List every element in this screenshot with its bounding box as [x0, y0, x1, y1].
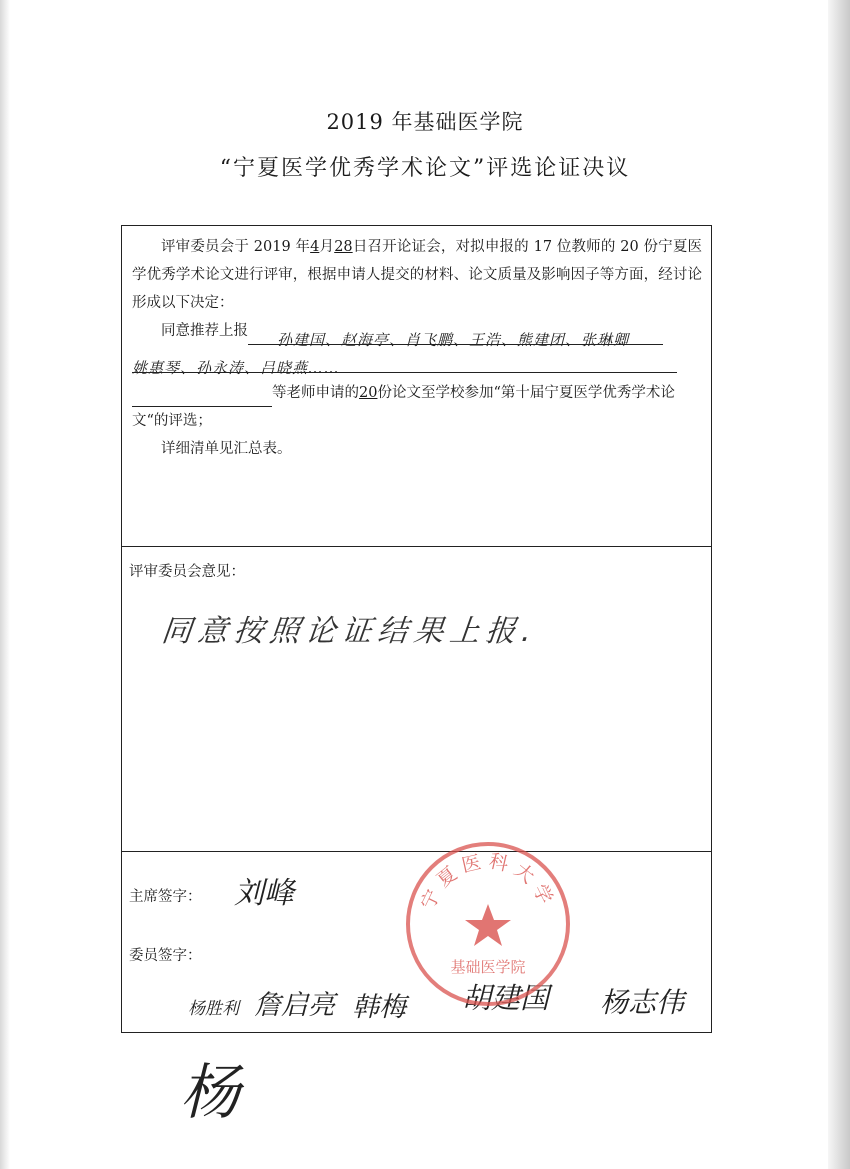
- blank-line: [132, 388, 272, 407]
- document-title-year: 2019 年基础医学院: [326, 110, 524, 134]
- member-signature-5: 杨志伟: [600, 986, 685, 1019]
- handwritten-names-line2: 姚惠琴、孙永涛、吕晓燕……: [132, 354, 677, 373]
- names-line-2: [132, 345, 702, 377]
- member-signature-label: 委员签字：: [129, 948, 202, 964]
- chair-signature-label: 主席签字：: [129, 889, 202, 905]
- handwritten-opinion: 同意按照论证结果上报.: [159, 614, 540, 649]
- agree-line: [132, 317, 702, 349]
- seal-bottom-text: 基础医学院: [450, 958, 526, 976]
- official-seal: [402, 838, 574, 1010]
- extra-signature: 杨: [180, 1058, 240, 1128]
- agree-label: 同意推荐上报: [161, 323, 248, 339]
- member-signature-4: 胡建国: [462, 981, 550, 1015]
- handwritten-names-line1: 孙建国、赵海亭、肖飞鹏、王浩、熊建团、张琳卿: [248, 326, 663, 345]
- submission-paragraph: 等老师申请的20份论文至学校参加“第十届宁夏医学优秀学术论文“的评选；: [132, 385, 675, 429]
- detail-note: 详细清单见汇总表。: [161, 441, 292, 457]
- divider-1: [122, 546, 711, 547]
- seal-star-icon: [465, 904, 511, 946]
- paper-count: 20: [359, 385, 378, 401]
- member-signature-1: 杨胜利: [188, 999, 239, 1019]
- committee-opinion-label: 评审委员会意见：: [129, 564, 245, 580]
- decision-section: [132, 233, 702, 463]
- member-signature-3: 韩梅: [352, 992, 406, 1023]
- meeting-month: 4: [310, 239, 320, 255]
- decision-paragraph: 评审委员会于 2019 年4月28日召开论证会，对拟申报的 17 位教师的 20 份宁夏医学优秀学术论文进行评审，根据申请人提交的材料、论文质量及影响因子等方面，经讨论形成以下决定：: [132, 239, 702, 311]
- seal-top-text: 宁夏医科大学: [416, 850, 560, 914]
- meeting-day: 28: [334, 239, 353, 255]
- document-title-main: “宁夏医学优秀学术论文”评选论证决议: [219, 156, 631, 181]
- member-signature-2: 詹启亮: [254, 990, 335, 1021]
- chair-signature: 刘峰: [234, 876, 294, 911]
